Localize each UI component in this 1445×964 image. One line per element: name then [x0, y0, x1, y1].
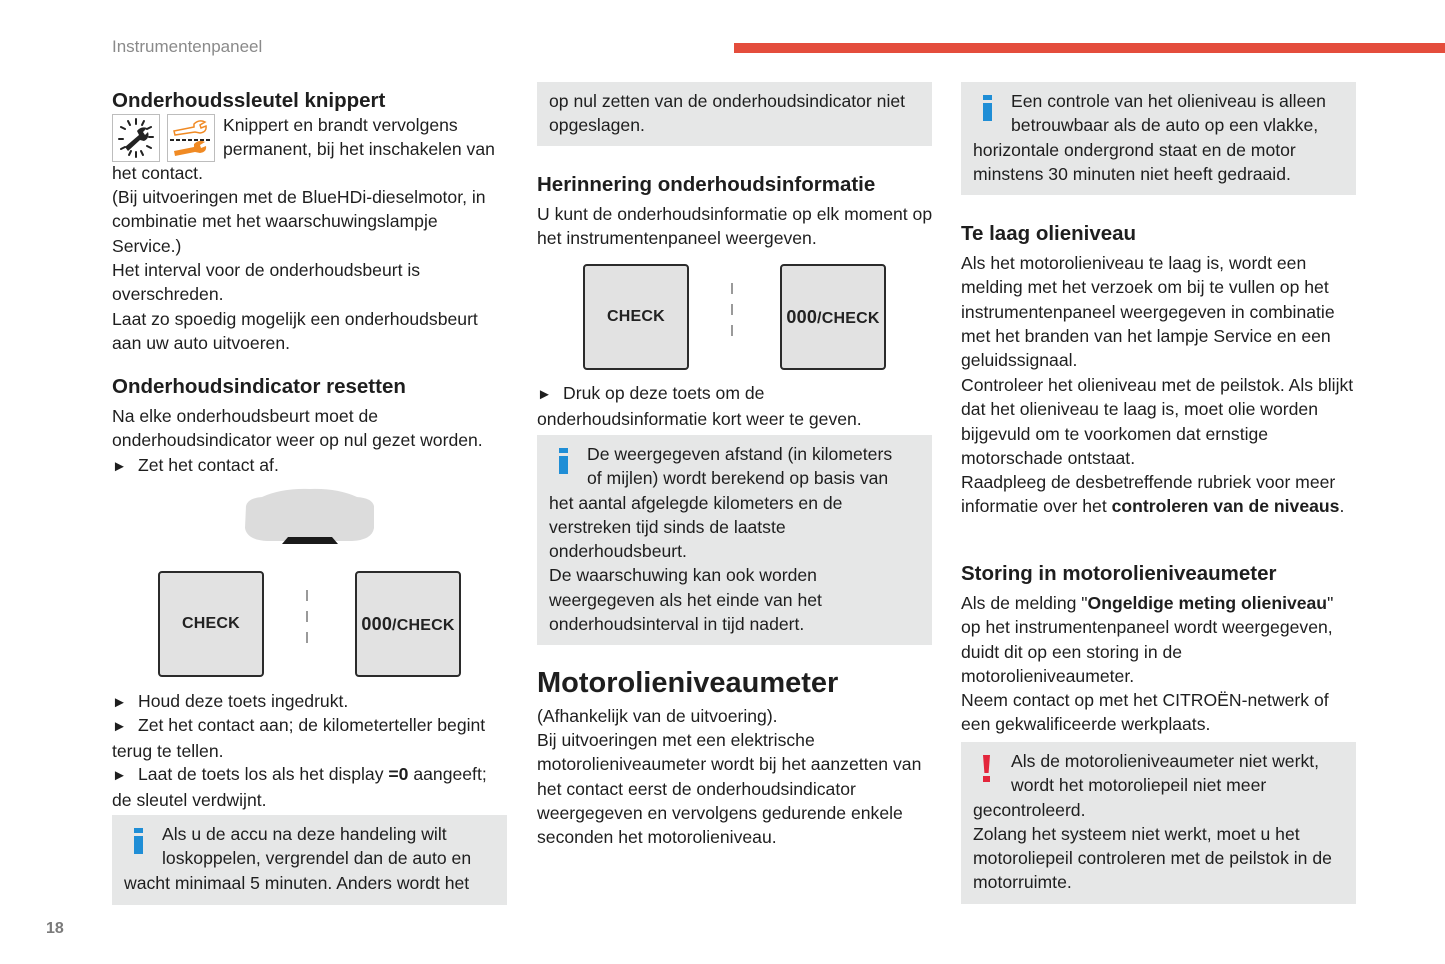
car-top-view-icon — [242, 488, 377, 551]
service-reminder-text: U kunt de onderhoudsinformatie op elk moment op het instrumentenpaneel weergeven. — [537, 204, 933, 249]
check-button[interactable] — [583, 264, 689, 370]
info-distance-line-1: De weergegeven afstand (in kilometers — [587, 444, 893, 464]
heading-oil-level-gauge: Motorolieniveaumeter — [537, 667, 839, 699]
heading-reset-indicator: Onderhoudsindicator resetten — [112, 375, 406, 398]
service-wrench-orange-icon — [167, 114, 215, 162]
oil-gauge-fault-description: Als de melding "Ongeldige meting olieniveau" op het instrumentenpaneel wordt weergegeven, duidt dit op een storing in de motorolieniveaumeter. — [961, 593, 1334, 686]
info-battery-line-1: Als u de accu na deze handeling wilt — [162, 824, 447, 844]
reset-check-button[interactable] — [780, 264, 886, 370]
interval-exceeded-text: Het interval voor de onderhoudsbeurt is overschreden. — [112, 260, 421, 305]
heading-service-reminder: Herinnering onderhoudsinformatie — [537, 173, 876, 196]
warning-line-2: wordt het motoroliepeil niet meer — [1011, 775, 1267, 796]
check-button-label: CHECK — [182, 615, 240, 632]
service-key-text-line-2: permanent, bij het inschakelen van — [223, 139, 495, 159]
warning-exclamation-icon — [973, 749, 1011, 797]
heading-low-oil-level: Te laag olieniveau — [961, 222, 1137, 245]
step-press-button: ► Druk op deze toets om de onderhoudsinformatie kort weer te geven. — [537, 381, 933, 432]
service-key-text-line-1: Knippert en brandt vervolgens — [223, 115, 458, 135]
step-ignition-on: ► Zet het contact aan; de kilometerteller begint terug te tellen. — [112, 713, 508, 764]
heading-service-key-flashing: Onderhoudssleutel knippert — [112, 89, 386, 112]
section-title: Instrumentenpaneel — [112, 37, 263, 56]
low-oil-description: Als het motorolieniveau te laag is, wordt een melding met het verzoek om bij te vullen op het instrumentenpaneel weergegeven in combinatie met het branden van het lampje Service en een geluidssignaal. — [961, 253, 1335, 371]
service-key-text-line-3: het contact. — [112, 163, 203, 183]
info-battery-line-2: loskoppelen, vergrendel dan de auto en — [162, 848, 472, 869]
warning-dipstick-advice: Zolang het systeem niet werkt, moet u het motoroliepeil controleren met de peilstok in de motorruimte. — [973, 823, 1332, 893]
info-distance-line-2: of mijlen) wordt berekend op basis van — [587, 468, 889, 489]
info-box-battery — [112, 815, 507, 905]
oil-gauge-version-note: (Afhankelijk van de uitvoering). — [537, 706, 778, 726]
reset-check-button-label: 000/CHECK — [786, 306, 880, 327]
contact-dealer-text: Neem contact op met het CITROËN-netwerk of een gekwalificeerde werkplaats. — [961, 690, 1329, 735]
heading-oil-gauge-fault: Storing in motorolieniveaumeter — [961, 562, 1277, 585]
reset-check-button[interactable] — [355, 571, 461, 677]
info-oil-check-line-2: betrouwbaar als de auto op een vlakke, — [1011, 115, 1319, 136]
step-release-button: ► Laat de toets los als het display =0 aangeeft; de sleutel verdwijnt. — [112, 762, 508, 813]
info-icon — [973, 89, 1011, 137]
info-distance-line-3: het aantal afgelegde kilometers en de verstreken tijd sinds de laatste onderhoudsbeurt. — [549, 492, 843, 562]
info-box-battery-continued — [537, 82, 932, 146]
page-number: 18 — [46, 920, 64, 937]
info-warning-time: De waarschuwing kan ook worden weergegeven als het einde van het onderhoudsinterval in tijd nadert. — [549, 565, 822, 635]
header-accent-bar — [734, 43, 1445, 53]
link-checking-levels[interactable]: controleren van de niveaus — [1111, 496, 1340, 517]
service-wrench-flashing-icon — [112, 114, 160, 162]
warning-line-3: gecontroleerd. — [973, 799, 1086, 820]
info-oil-check-line-3: horizontale ondergrond staat en de motor minstens 30 minuten niet heeft gedraaid. — [973, 139, 1296, 184]
step-hold-button: ► Houd deze toets ingedrukt. — [112, 689, 348, 715]
dipstick-instruction: Controleer het olieniveau met de peilstok. Als blijkt dat het olieniveau te laag is, moet olie worden bijgevuld om te voorkomen dat ernstige motorschade ontstaat. — [961, 375, 1354, 468]
warning-box-oil-gauge — [961, 742, 1356, 904]
reset-check-button-label: 000/CHECK — [361, 613, 455, 634]
info-battery-line-3: wacht minimaal 5 minuten. Anders wordt het — [124, 872, 470, 893]
refer-section-text: Raadpleeg de desbetreffende rubriek voor meer informatie over het controleren van de niveaus. — [961, 472, 1345, 517]
info-oil-check-line-1: Een controle van het olieniveau is alleen — [1011, 91, 1326, 111]
reset-intro-text: Na elke onderhoudsbeurt moet de onderhoudsindicator weer op nul gezet worden. — [112, 406, 483, 451]
bluehdi-note: (Bij uitvoeringen met de BlueHDi-dieselmotor, in combinatie met het waarschuwingslampje Service.) — [112, 187, 486, 256]
service-advice-text: Laat zo spoedig mogelijk een onderhoudsbeurt aan uw auto uitvoeren. — [112, 309, 478, 354]
info-continued-text: op nul zetten van de onderhoudsindicator niet opgeslagen. — [549, 91, 906, 136]
oil-gauge-description: Bij uitvoeringen met een elektrische motorolieniveaumeter wordt bij het aanzetten van het contact eerst de onderhoudsindicator weergegeven en vervolgens gedurende enkele seconden het motorolieniveau. — [537, 730, 922, 848]
info-icon — [124, 822, 162, 870]
divider — [306, 590, 308, 653]
step-ignition-off: ► Zet het contact af. — [112, 453, 279, 479]
divider — [731, 283, 733, 346]
info-box-distance — [537, 435, 932, 645]
warning-line-1: Als de motorolieniveaumeter niet werkt, — [1011, 751, 1320, 771]
info-box-oil-check — [961, 82, 1356, 195]
check-button-label: CHECK — [607, 308, 665, 325]
info-icon — [549, 442, 587, 490]
check-button[interactable] — [158, 571, 264, 677]
